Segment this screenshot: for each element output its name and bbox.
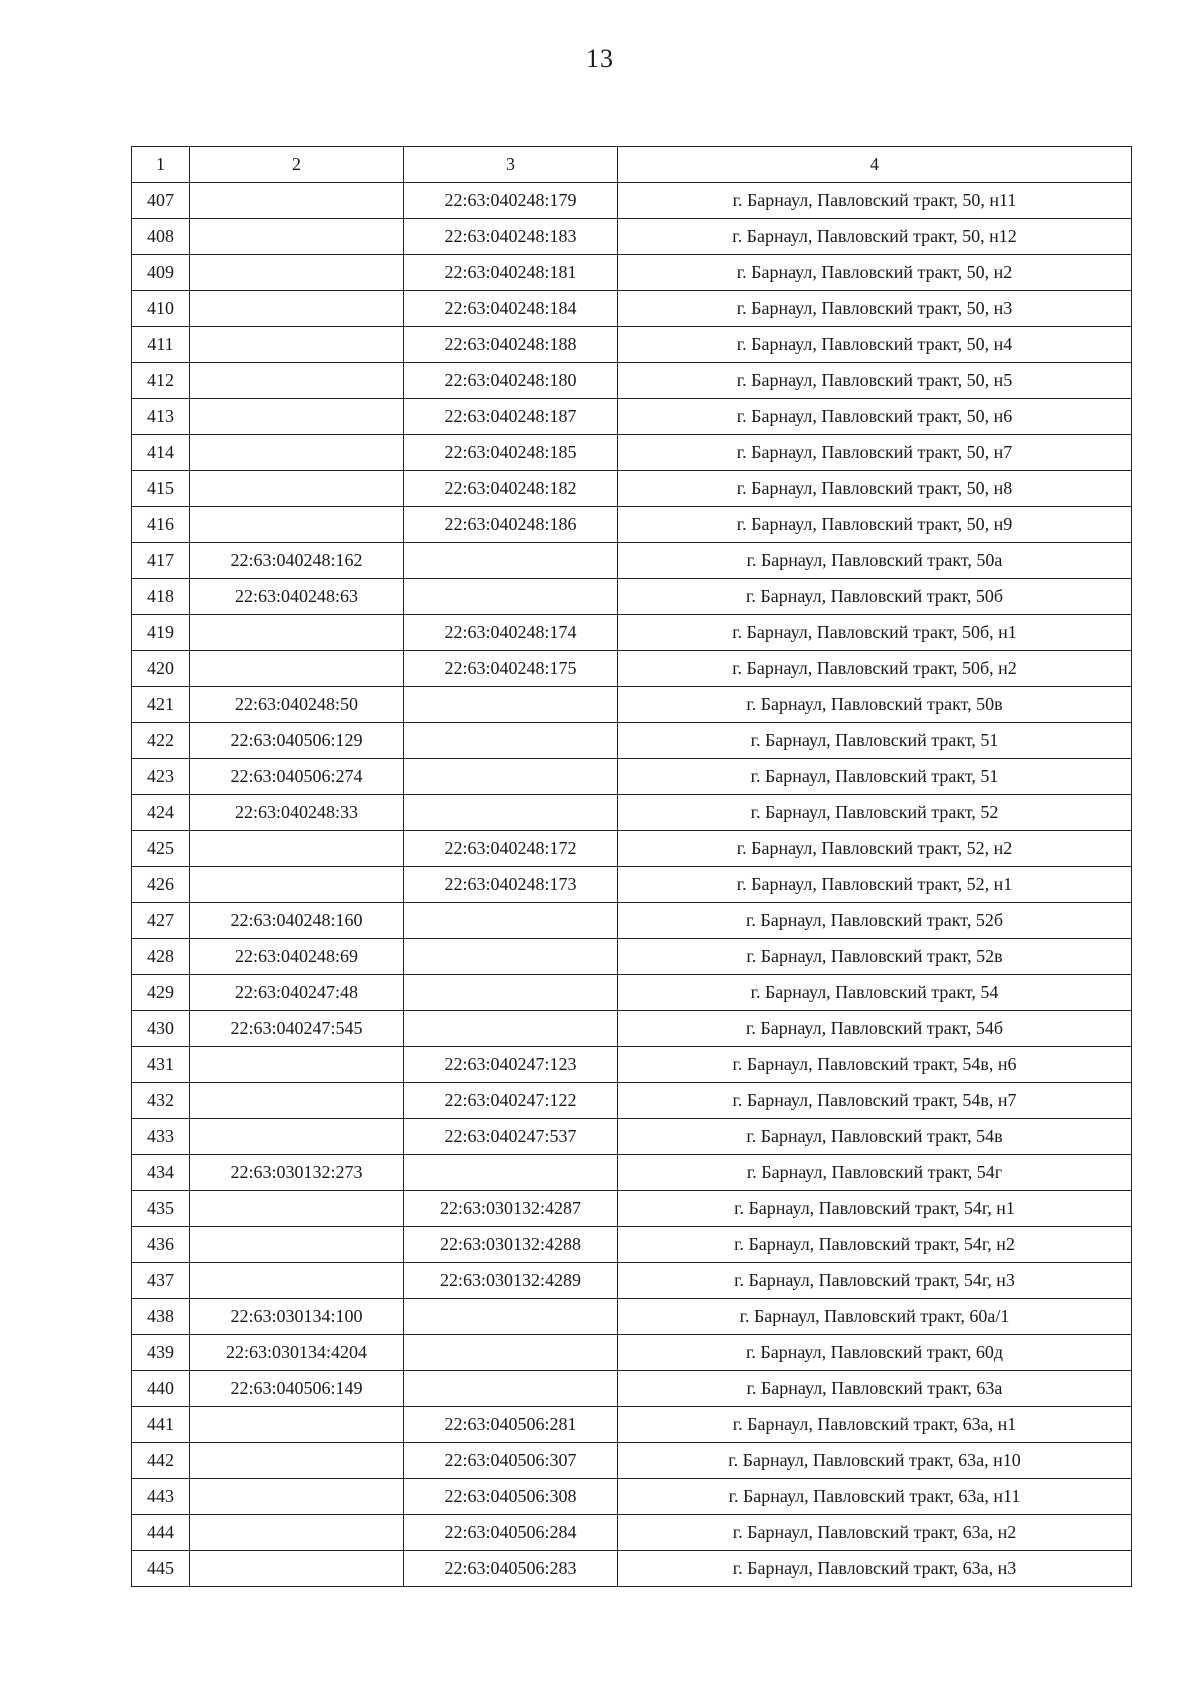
row-number-cell: 418 xyxy=(132,579,190,615)
land-cadastral-number-cell: 22:63:040248:160 xyxy=(190,903,404,939)
table-body xyxy=(132,183,1132,1587)
land-cadastral-number-cell xyxy=(190,831,404,867)
land-cadastral-number-cell: 22:63:040506:129 xyxy=(190,723,404,759)
column-header-3: 3 xyxy=(404,147,618,183)
land-cadastral-number-cell xyxy=(190,1191,404,1227)
land-cadastral-number-cell xyxy=(190,1515,404,1551)
address-cell: г. Барнаул, Павловский тракт, 54в xyxy=(618,1119,1132,1155)
land-cadastral-number-cell: 22:63:030134:100 xyxy=(190,1299,404,1335)
building-cadastral-number-cell xyxy=(404,975,618,1011)
building-cadastral-number-cell: 22:63:030132:4287 xyxy=(404,1191,618,1227)
row-number-cell: 431 xyxy=(132,1047,190,1083)
land-cadastral-number-cell xyxy=(190,1479,404,1515)
building-cadastral-number-cell: 22:63:040506:284 xyxy=(404,1515,618,1551)
building-cadastral-number-cell: 22:63:040248:173 xyxy=(404,867,618,903)
building-cadastral-number-cell: 22:63:040248:183 xyxy=(404,219,618,255)
table-row xyxy=(132,1191,1132,1227)
row-number-cell: 444 xyxy=(132,1515,190,1551)
building-cadastral-number-cell: 22:63:040248:186 xyxy=(404,507,618,543)
land-cadastral-number-cell xyxy=(190,435,404,471)
table-row xyxy=(132,1371,1132,1407)
building-cadastral-number-cell xyxy=(404,1371,618,1407)
column-header-4: 4 xyxy=(618,147,1132,183)
address-cell: г. Барнаул, Павловский тракт, 54г, н2 xyxy=(618,1227,1132,1263)
land-cadastral-number-cell xyxy=(190,615,404,651)
table-row xyxy=(132,723,1132,759)
land-cadastral-number-cell xyxy=(190,471,404,507)
row-number-cell: 417 xyxy=(132,543,190,579)
table-row xyxy=(132,903,1132,939)
table-row xyxy=(132,1263,1132,1299)
address-cell: г. Барнаул, Павловский тракт, 63а, н3 xyxy=(618,1551,1132,1587)
table-row xyxy=(132,291,1132,327)
building-cadastral-number-cell xyxy=(404,579,618,615)
address-cell: г. Барнаул, Павловский тракт, 54г, н1 xyxy=(618,1191,1132,1227)
address-cell: г. Барнаул, Павловский тракт, 51 xyxy=(618,723,1132,759)
building-cadastral-number-cell: 22:63:040248:179 xyxy=(404,183,618,219)
row-number-cell: 441 xyxy=(132,1407,190,1443)
building-cadastral-number-cell: 22:63:040248:184 xyxy=(404,291,618,327)
table-row xyxy=(132,1407,1132,1443)
table-row xyxy=(132,1479,1132,1515)
building-cadastral-number-cell: 22:63:040247:123 xyxy=(404,1047,618,1083)
address-cell: г. Барнаул, Павловский тракт, 50, н7 xyxy=(618,435,1132,471)
address-cell: г. Барнаул, Павловский тракт, 52, н2 xyxy=(618,831,1132,867)
table-row xyxy=(132,327,1132,363)
building-cadastral-number-cell xyxy=(404,543,618,579)
row-number-cell: 440 xyxy=(132,1371,190,1407)
table-row xyxy=(132,219,1132,255)
land-cadastral-number-cell: 22:63:040248:162 xyxy=(190,543,404,579)
table-row xyxy=(132,939,1132,975)
land-cadastral-number-cell xyxy=(190,399,404,435)
row-number-cell: 409 xyxy=(132,255,190,291)
header-row xyxy=(132,147,1132,183)
building-cadastral-number-cell xyxy=(404,1299,618,1335)
land-cadastral-number-cell: 22:63:040248:69 xyxy=(190,939,404,975)
row-number-cell: 421 xyxy=(132,687,190,723)
table-row xyxy=(132,1335,1132,1371)
building-cadastral-number-cell: 22:63:040248:182 xyxy=(404,471,618,507)
address-cell: г. Барнаул, Павловский тракт, 63а, н10 xyxy=(618,1443,1132,1479)
address-cell: г. Барнаул, Павловский тракт, 50в xyxy=(618,687,1132,723)
row-number-cell: 420 xyxy=(132,651,190,687)
page-number: 13 xyxy=(586,44,614,73)
land-cadastral-number-cell: 22:63:030132:273 xyxy=(190,1155,404,1191)
address-cell: г. Барнаул, Павловский тракт, 50б, н2 xyxy=(618,651,1132,687)
table-row xyxy=(132,507,1132,543)
row-number-cell: 415 xyxy=(132,471,190,507)
land-cadastral-number-cell xyxy=(190,1047,404,1083)
address-cell: г. Барнаул, Павловский тракт, 52в xyxy=(618,939,1132,975)
row-number-cell: 432 xyxy=(132,1083,190,1119)
land-cadastral-number-cell: 22:63:040247:48 xyxy=(190,975,404,1011)
address-cell: г. Барнаул, Павловский тракт, 54в, н7 xyxy=(618,1083,1132,1119)
address-cell: г. Барнаул, Павловский тракт, 54г, н3 xyxy=(618,1263,1132,1299)
address-cell: г. Барнаул, Павловский тракт, 52б xyxy=(618,903,1132,939)
land-cadastral-number-cell: 22:63:040248:33 xyxy=(190,795,404,831)
table-row xyxy=(132,1227,1132,1263)
table-row xyxy=(132,1299,1132,1335)
row-number-cell: 425 xyxy=(132,831,190,867)
row-number-cell: 412 xyxy=(132,363,190,399)
row-number-cell: 434 xyxy=(132,1155,190,1191)
row-number-cell: 407 xyxy=(132,183,190,219)
land-cadastral-number-cell xyxy=(190,255,404,291)
table-row xyxy=(132,543,1132,579)
land-cadastral-number-cell xyxy=(190,1119,404,1155)
address-cell: г. Барнаул, Павловский тракт, 63а, н11 xyxy=(618,1479,1132,1515)
row-number-cell: 423 xyxy=(132,759,190,795)
building-cadastral-number-cell: 22:63:040506:281 xyxy=(404,1407,618,1443)
address-cell: г. Барнаул, Павловский тракт, 52, н1 xyxy=(618,867,1132,903)
table-row xyxy=(132,435,1132,471)
building-cadastral-number-cell: 22:63:040248:175 xyxy=(404,651,618,687)
address-cell: г. Барнаул, Павловский тракт, 63а, н1 xyxy=(618,1407,1132,1443)
land-cadastral-number-cell xyxy=(190,1407,404,1443)
table-row xyxy=(132,1515,1132,1551)
table-row xyxy=(132,183,1132,219)
land-cadastral-number-cell xyxy=(190,1551,404,1587)
table-row xyxy=(132,1083,1132,1119)
address-cell: г. Барнаул, Павловский тракт, 50а xyxy=(618,543,1132,579)
row-number-cell: 430 xyxy=(132,1011,190,1047)
land-cadastral-number-cell xyxy=(190,1083,404,1119)
address-cell: г. Барнаул, Павловский тракт, 50, н12 xyxy=(618,219,1132,255)
table-row xyxy=(132,795,1132,831)
address-cell: г. Барнаул, Павловский тракт, 60д xyxy=(618,1335,1132,1371)
row-number-cell: 429 xyxy=(132,975,190,1011)
row-number-cell: 442 xyxy=(132,1443,190,1479)
address-cell: г. Барнаул, Павловский тракт, 52 xyxy=(618,795,1132,831)
table-row xyxy=(132,759,1132,795)
land-cadastral-number-cell: 22:63:040248:50 xyxy=(190,687,404,723)
building-cadastral-number-cell: 22:63:040248:172 xyxy=(404,831,618,867)
table-row xyxy=(132,1443,1132,1479)
row-number-cell: 424 xyxy=(132,795,190,831)
row-number-cell: 435 xyxy=(132,1191,190,1227)
building-cadastral-number-cell: 22:63:040248:188 xyxy=(404,327,618,363)
building-cadastral-number-cell: 22:63:040506:307 xyxy=(404,1443,618,1479)
land-cadastral-number-cell xyxy=(190,363,404,399)
building-cadastral-number-cell xyxy=(404,795,618,831)
row-number-cell: 411 xyxy=(132,327,190,363)
row-number-cell: 428 xyxy=(132,939,190,975)
building-cadastral-number-cell xyxy=(404,1335,618,1371)
table-row xyxy=(132,651,1132,687)
row-number-cell: 439 xyxy=(132,1335,190,1371)
table-row xyxy=(132,579,1132,615)
building-cadastral-number-cell: 22:63:030132:4288 xyxy=(404,1227,618,1263)
table-row xyxy=(132,255,1132,291)
table-row xyxy=(132,615,1132,651)
address-cell: г. Барнаул, Павловский тракт, 50, н5 xyxy=(618,363,1132,399)
address-cell: г. Барнаул, Павловский тракт, 50, н4 xyxy=(618,327,1132,363)
row-number-cell: 408 xyxy=(132,219,190,255)
table-row xyxy=(132,867,1132,903)
building-cadastral-number-cell xyxy=(404,1155,618,1191)
land-cadastral-number-cell xyxy=(190,1263,404,1299)
table-row xyxy=(132,363,1132,399)
row-number-cell: 443 xyxy=(132,1479,190,1515)
row-number-cell: 445 xyxy=(132,1551,190,1587)
address-cell: г. Барнаул, Павловский тракт, 63а xyxy=(618,1371,1132,1407)
address-cell: г. Барнаул, Павловский тракт, 54б xyxy=(618,1011,1132,1047)
building-cadastral-number-cell xyxy=(404,939,618,975)
address-cell: г. Барнаул, Павловский тракт, 50, н2 xyxy=(618,255,1132,291)
building-cadastral-number-cell xyxy=(404,759,618,795)
building-cadastral-number-cell: 22:63:040247:122 xyxy=(404,1083,618,1119)
land-cadastral-number-cell xyxy=(190,291,404,327)
address-cell: г. Барнаул, Павловский тракт, 50б xyxy=(618,579,1132,615)
building-cadastral-number-cell: 22:63:040248:185 xyxy=(404,435,618,471)
row-number-cell: 436 xyxy=(132,1227,190,1263)
land-cadastral-number-cell xyxy=(190,1443,404,1479)
building-cadastral-number-cell: 22:63:040248:174 xyxy=(404,615,618,651)
building-cadastral-number-cell: 22:63:040506:283 xyxy=(404,1551,618,1587)
address-cell: г. Барнаул, Павловский тракт, 60а/1 xyxy=(618,1299,1132,1335)
building-cadastral-number-cell: 22:63:030132:4289 xyxy=(404,1263,618,1299)
address-cell: г. Барнаул, Павловский тракт, 50, н3 xyxy=(618,291,1132,327)
land-cadastral-number-cell: 22:63:040248:63 xyxy=(190,579,404,615)
address-cell: г. Барнаул, Павловский тракт, 54г xyxy=(618,1155,1132,1191)
land-cadastral-number-cell: 22:63:040247:545 xyxy=(190,1011,404,1047)
land-cadastral-number-cell xyxy=(190,651,404,687)
registry-table xyxy=(131,146,1132,1587)
row-number-cell: 414 xyxy=(132,435,190,471)
building-cadastral-number-cell xyxy=(404,723,618,759)
address-cell: г. Барнаул, Павловский тракт, 50, н11 xyxy=(618,183,1132,219)
land-cadastral-number-cell xyxy=(190,1227,404,1263)
row-number-cell: 416 xyxy=(132,507,190,543)
address-cell: г. Барнаул, Павловский тракт, 54 xyxy=(618,975,1132,1011)
row-number-cell: 426 xyxy=(132,867,190,903)
land-cadastral-number-cell xyxy=(190,327,404,363)
land-cadastral-number-cell: 22:63:040506:274 xyxy=(190,759,404,795)
building-cadastral-number-cell xyxy=(404,1011,618,1047)
building-cadastral-number-cell: 22:63:040248:187 xyxy=(404,399,618,435)
building-cadastral-number-cell xyxy=(404,903,618,939)
land-cadastral-number-cell: 22:63:030134:4204 xyxy=(190,1335,404,1371)
table-row xyxy=(132,1155,1132,1191)
row-number-cell: 427 xyxy=(132,903,190,939)
building-cadastral-number-cell xyxy=(404,687,618,723)
table-row xyxy=(132,975,1132,1011)
address-cell: г. Барнаул, Павловский тракт, 50, н9 xyxy=(618,507,1132,543)
building-cadastral-number-cell: 22:63:040506:308 xyxy=(404,1479,618,1515)
address-cell: г. Барнаул, Павловский тракт, 51 xyxy=(618,759,1132,795)
address-cell: г. Барнаул, Павловский тракт, 63а, н2 xyxy=(618,1515,1132,1551)
column-header-2: 2 xyxy=(190,147,404,183)
address-cell: г. Барнаул, Павловский тракт, 50, н8 xyxy=(618,471,1132,507)
address-cell: г. Барнаул, Павловский тракт, 50, н6 xyxy=(618,399,1132,435)
table-row xyxy=(132,687,1132,723)
column-header-1: 1 xyxy=(132,147,190,183)
row-number-cell: 410 xyxy=(132,291,190,327)
address-cell: г. Барнаул, Павловский тракт, 54в, н6 xyxy=(618,1047,1132,1083)
building-cadastral-number-cell: 22:63:040248:180 xyxy=(404,363,618,399)
table-row xyxy=(132,1551,1132,1587)
table-row xyxy=(132,831,1132,867)
building-cadastral-number-cell: 22:63:040247:537 xyxy=(404,1119,618,1155)
table-row xyxy=(132,1119,1132,1155)
land-cadastral-number-cell xyxy=(190,867,404,903)
table-row xyxy=(132,399,1132,435)
table-row xyxy=(132,1011,1132,1047)
row-number-cell: 437 xyxy=(132,1263,190,1299)
building-cadastral-number-cell: 22:63:040248:181 xyxy=(404,255,618,291)
land-cadastral-number-cell xyxy=(190,507,404,543)
row-number-cell: 413 xyxy=(132,399,190,435)
land-cadastral-number-cell xyxy=(190,183,404,219)
row-number-cell: 419 xyxy=(132,615,190,651)
land-cadastral-number-cell: 22:63:040506:149 xyxy=(190,1371,404,1407)
address-cell: г. Барнаул, Павловский тракт, 50б, н1 xyxy=(618,615,1132,651)
row-number-cell: 433 xyxy=(132,1119,190,1155)
table-row xyxy=(132,1047,1132,1083)
table-row xyxy=(132,471,1132,507)
row-number-cell: 438 xyxy=(132,1299,190,1335)
land-cadastral-number-cell xyxy=(190,219,404,255)
row-number-cell: 422 xyxy=(132,723,190,759)
